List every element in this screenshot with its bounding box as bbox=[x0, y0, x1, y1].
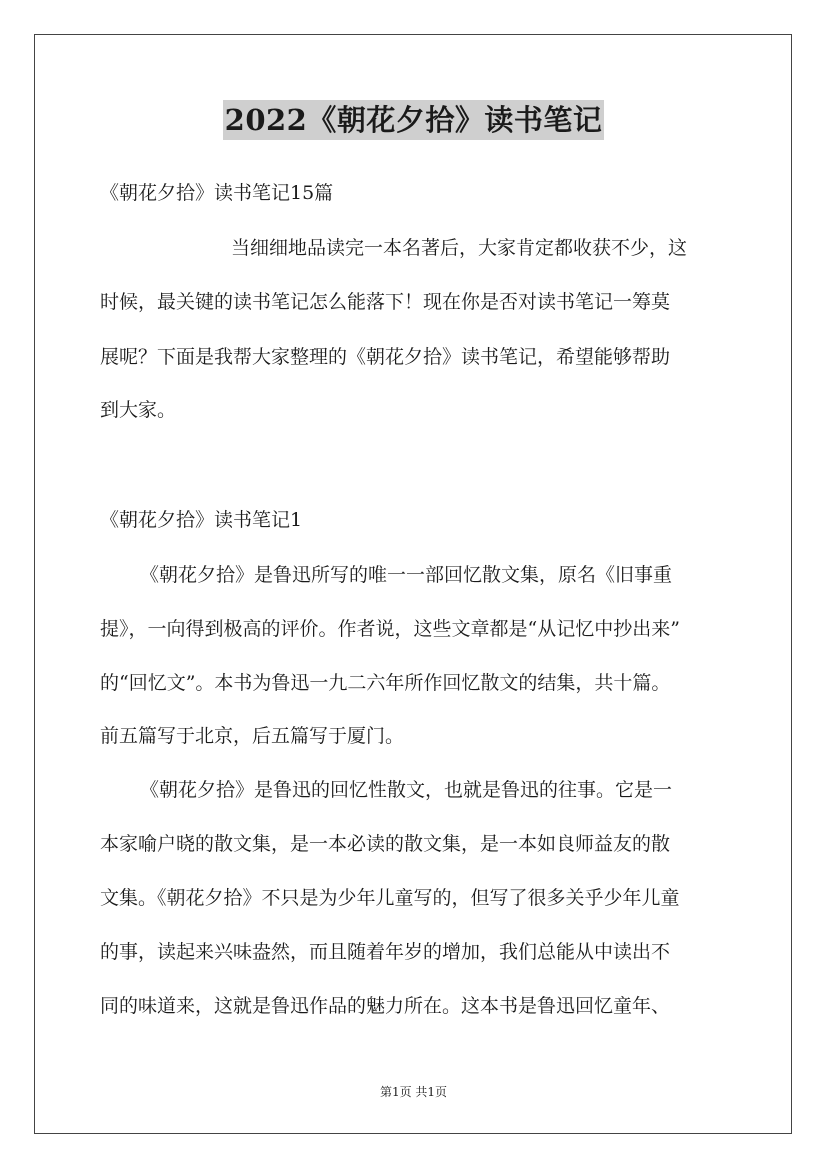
intro-line: 到大家。 bbox=[100, 399, 177, 421]
paragraph-line: 《朝花夕拾》是鲁迅所写的唯一一部回忆散文集，原名《旧事重 bbox=[140, 564, 673, 586]
document-subtitle: 《朝花夕拾》读书笔记15篇 bbox=[100, 182, 334, 204]
title-container bbox=[0, 100, 827, 140]
intro-line: 当细细地品读完一本名著后，大家肯定都收获不少，这 bbox=[231, 237, 688, 259]
paragraph-line: 同的味道来，这就是鲁迅作品的魅力所在。这本书是鲁迅回忆童年、 bbox=[100, 995, 671, 1017]
intro-line: 时候，最关键的读书笔记怎么能落下！现在你是否对读书笔记一筹莫 bbox=[100, 291, 671, 313]
paragraph-line: 文集。《朝花夕拾》不只是为少年儿童写的，但写了很多关乎少年儿童 bbox=[100, 887, 680, 909]
intro-line: 展呢？下面是我帮大家整理的《朝花夕拾》读书笔记，希望能够帮助 bbox=[100, 346, 671, 368]
paragraph-line: 前五篇写于北京，后五篇写于厦门。 bbox=[100, 725, 405, 747]
paragraph-line: 的“回忆文”。本书为鲁迅一九二六年所作回忆散文的结集，共十篇。 bbox=[100, 672, 671, 694]
paragraph-line: 《朝花夕拾》是鲁迅的回忆性散文，也就是鲁迅的往事。它是一 bbox=[140, 779, 673, 801]
section-heading: 《朝花夕拾》读书笔记1 bbox=[100, 509, 303, 531]
paragraph-line: 提》，一向得到极高的评价。作者说，这些文章都是“从记忆中抄出来” bbox=[100, 618, 680, 640]
paragraph-line: 的事，读起来兴味盎然，而且随着年岁的增加，我们总能从中读出不 bbox=[100, 941, 671, 963]
paragraph-line: 本家喻户晓的散文集，是一本必读的散文集，是一本如良师益友的散 bbox=[100, 833, 671, 855]
document-title: 2022《朝花夕拾》读书笔记 bbox=[223, 100, 605, 140]
page-number-footer: 第1页 共1页 bbox=[379, 1085, 448, 1099]
